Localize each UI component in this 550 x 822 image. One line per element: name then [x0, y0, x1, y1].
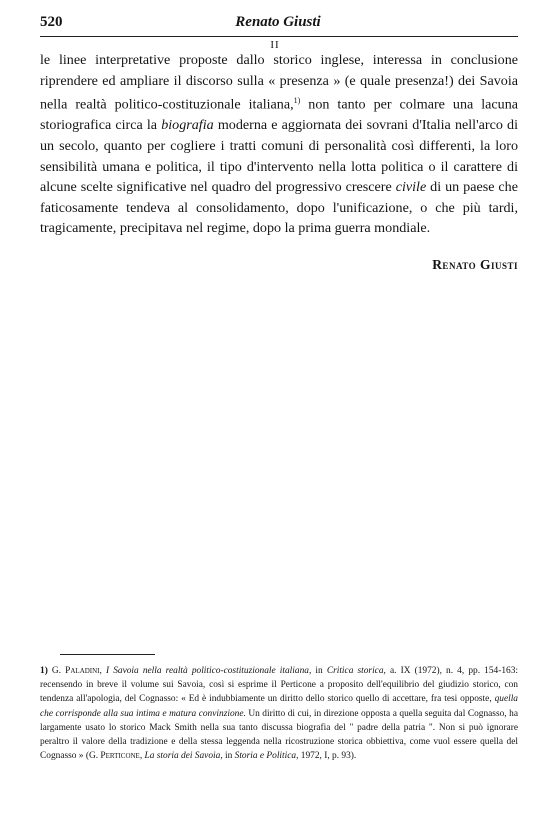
footnote-author: G. Paladini, [51, 666, 102, 676]
emphasis-civile: civile [395, 179, 427, 196]
running-head: Renato Giusti [235, 14, 321, 30]
footnote-text: , in [308, 666, 327, 676]
page-number: 520 [40, 14, 63, 30]
footnote-marker: 1) [40, 666, 48, 676]
footnote-quote-italic: quella che corrisponde alla sua intima e matura convinzione. [40, 694, 518, 719]
footnote-author: G. Perticone, [88, 751, 143, 762]
body-paragraph [40, 50, 518, 239]
body-text-segment: di un paese che faticosamente tendeva al consolidamento, dopo l'unificazione, o che più tardi, tragicamente, precipitava nel regime, dopo la prima guerra mondiale. [40, 179, 518, 237]
footnote [40, 664, 518, 763]
footnote-title: La storia dei Savoia [144, 751, 221, 762]
emphasis-biografia: biografia [161, 117, 214, 134]
author-signature: Renato Giusti [432, 257, 518, 272]
page-header [40, 14, 516, 36]
footnote-text: , a. IX (1972), n. 4, pp. 154-163: recensendo in breve il volume sui Savoia, così si esprime il Perticone a proposito dell'equilibrio del giudizio storico, con tendenza all'apologia, del Cognasso: « Ed è indubbiamente un diritto dello storico quello di accettare, fra tesi opposte, [40, 666, 518, 705]
footnote-rule [60, 654, 155, 655]
body-text-segment: moderna e aggiornata dei sovrani d'Italia nell'arco di un secolo, quanto per cogliere i tratti comuni di personalità così differenti, la loro sensibilità umana e politica, il tipo d'intervento nella lotta politica o il carattere di alcune scelte significative nel quadro del progressivo crescere [40, 117, 518, 196]
footnote-text: , in [220, 751, 235, 762]
footnote-journal: Storia e Politica [234, 751, 297, 762]
section-number: II [270, 39, 280, 51]
footnote-text: , 1972, I, p. 93). [296, 751, 357, 762]
footnote-reference: 1) [293, 96, 301, 106]
body-text-segment: le linee interpretative proposte dallo storico inglese, interessa in conclusione riprendere ed ampliare il discorso sulla « presenza » (e quale presenza!) dei Savoia nella realtà politico-costituzionale italiana, [40, 52, 518, 113]
footnote-text: Un diritto di cui, in direzione opposta a quella seguita dal Cognasso, ha largamente usato lo storico Mack Smith nella sua tanto discussa biografia del " padre della patria ". Non si può ignorare peraltro il valore della tradizione e della stessa leggenda nella ricostruzione storica obbiettiva, come vuol essere quella del Cognasso » ( [40, 708, 518, 762]
footnote-journal: Critica storica [326, 666, 384, 676]
body-text-segment: non tanto per colmare una lacuna storiografica circa la [40, 96, 518, 134]
footnote-title: I Savoia nella realtà politico-costituzionale italiana [105, 666, 309, 676]
header-rule [40, 36, 518, 37]
